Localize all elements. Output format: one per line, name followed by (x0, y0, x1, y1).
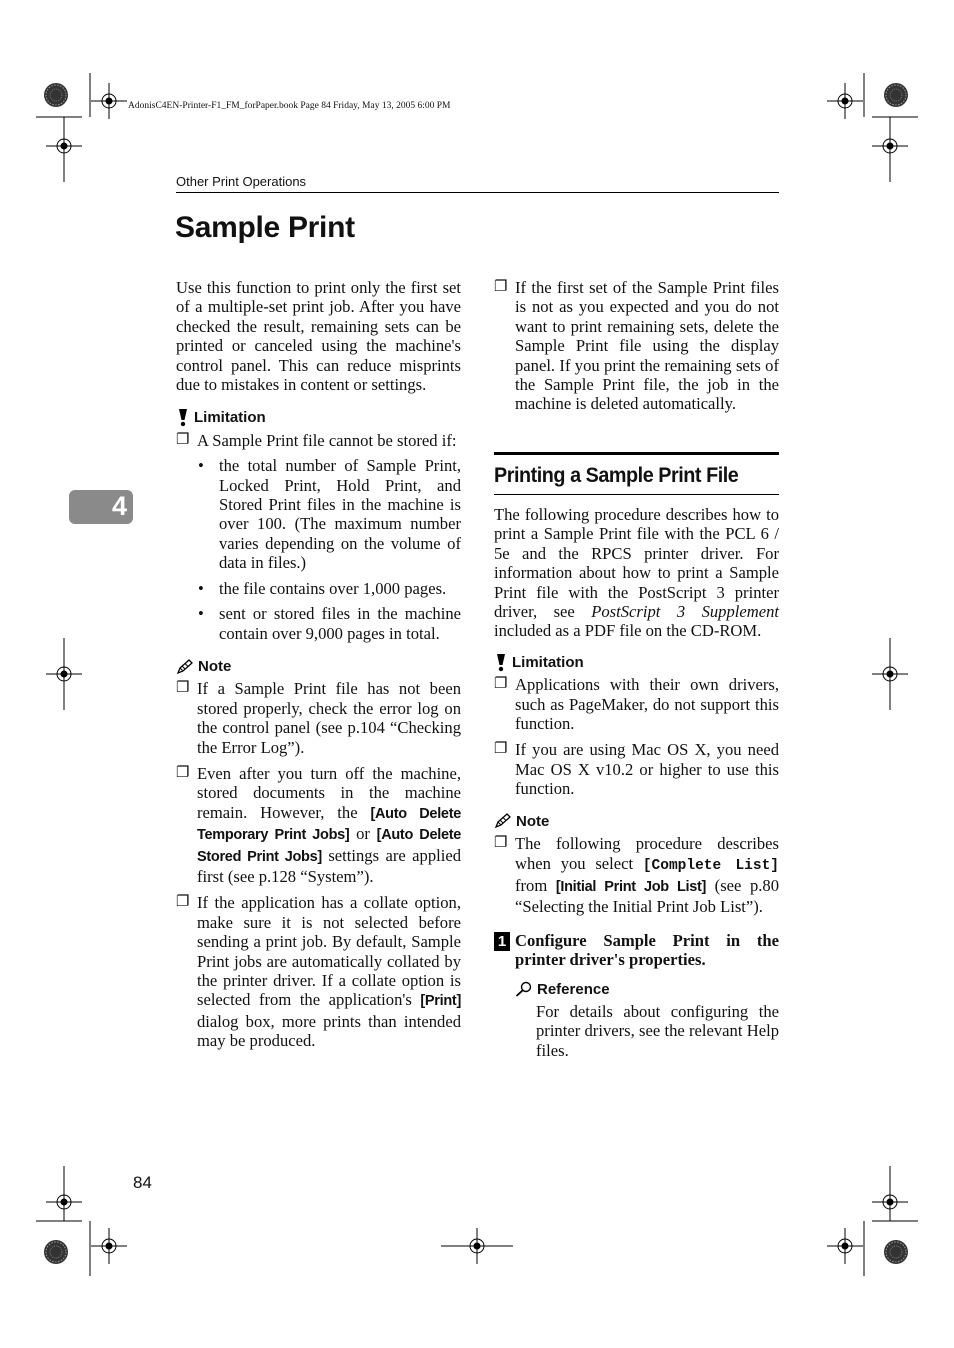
note-item: ❐ If the first set of the Sample Print files is not as you expected and you do not want to print remaining sets, delete the Sample Print file using the display panel. If you print the remaining sets of the Sample Print file, the job in the machine is deleted automatically. (494, 278, 779, 414)
limitation-label: Limitation (512, 653, 584, 671)
list-item: • the total number of Sample Print, Locked Print, Hold Print, and Stored Print files in the machine is over 100. (The maximum number varies depending on the volume of data in files.) (198, 456, 461, 573)
note-item: ❐ If a Sample Print file has not been stored properly, check the error log on the control panel (see p.104 “Checking the Error Log”). (176, 679, 461, 757)
section-title: Printing a Sample Print File (494, 463, 739, 487)
limitation-icon (494, 654, 508, 672)
checkbox-icon: ❐ (494, 741, 508, 758)
list-item: • the file contains over 1,000 pages. (198, 578, 447, 598)
pencil-icon (176, 659, 194, 675)
ui-label-complete-list: [Complete List] (642, 857, 779, 874)
limitation-item: ❐ Applications with their own drivers, such as PageMaker, do not support this function. (494, 675, 779, 734)
page-number: 84 (133, 1173, 152, 1192)
right-column-top (494, 278, 779, 414)
document-reference: PostScript 3 Supplement (591, 602, 779, 622)
limitation-item: ❐ A Sample Print file cannot be stored if: (176, 430, 457, 450)
magnifier-icon (515, 981, 533, 997)
ui-label-initial-print-job-list: [Initial Print Job List] (555, 878, 707, 895)
list-item: • sent or stored files in the machine contain over 9,000 pages in total. (198, 604, 461, 643)
chapter-number: 4 (111, 491, 127, 521)
intro-paragraph: Use this function to print only the first set of a multiple-set print job. After you have checked the result, remaining sets can be printed or canceled using the machine's control panel. This can reduce misprints due to mistakes in content or settings. (176, 278, 461, 395)
checkbox-icon: ❐ (494, 835, 508, 852)
checkbox-icon: ❐ (494, 676, 508, 693)
checkbox-icon: ❐ (176, 894, 190, 911)
reference-label: Reference (537, 980, 610, 998)
running-head: Other Print Operations (176, 174, 307, 189)
note-label: Note (516, 812, 550, 830)
note-label: Note (198, 657, 232, 675)
section-intro: The following procedure describes how to print a Sample Print file with the PCL 6 / 5e and the RPCS printer driver. For information about how to print a Sample Print file with the PostScript 3 printer driver, see PostScript 3 Supplement included as a PDF file on the CD-ROM. (494, 505, 779, 641)
pencil-icon (494, 813, 512, 829)
right-column-body (494, 505, 779, 1060)
bullet-icon: • (198, 456, 204, 476)
limitation-heading (494, 653, 779, 672)
reference-heading (515, 980, 779, 999)
bullet-icon: • (198, 578, 204, 598)
book-header: AdonisC4EN-Printer-F1_FM_forPaper.book Page 84 Friday, May 13, 2005 6:00 PM (128, 101, 451, 111)
left-column (176, 278, 461, 1051)
page-title: Sample Print (175, 211, 355, 244)
note-item: ❐ Even after you turn off the machine, stored documents in the machine remain. However, the [Auto Delete Temporary Print Jobs] or [Auto Delete Stored Print Jobs] settings are applied first (see p.128 “System”). (176, 763, 462, 886)
limitation-heading (176, 408, 461, 427)
chapter-tab (69, 490, 133, 524)
step-number-badge: 1 (494, 932, 510, 951)
limitation-item: ❐ If you are using Mac OS X, you need Mac OS X v10.2 or higher to use this function. (494, 740, 779, 799)
checkbox-icon: ❐ (176, 431, 190, 448)
checkbox-icon: ❐ (176, 764, 190, 781)
ui-label-print: [Print] (420, 993, 461, 1010)
ui-label-auto-delete-stored: [Auto Delete Stored Print Jobs] (197, 827, 462, 865)
bullet-icon: • (198, 604, 204, 624)
ui-label-auto-delete-temporary: [Auto Delete Temporary Print Jobs] (197, 805, 461, 844)
checkbox-icon: ❐ (494, 279, 508, 295)
limitation-label: Limitation (194, 409, 266, 427)
checkbox-icon: ❐ (176, 680, 190, 697)
reference-text: For details about configuring the printer drivers, see the relevant Help files. (536, 1001, 779, 1060)
header-rule (176, 192, 779, 193)
note-item: ❐ If the application has a collate option, make sure it is not selected before sending a print job. By default, Sample Print jobs are automatically collated by the printer driver. If a collate option is selected from the application's [Print] dialog box, more prints than intended may be produced. (176, 893, 461, 1051)
procedure-step (494, 931, 779, 970)
reference-block (494, 980, 779, 1061)
limitation-icon (176, 409, 190, 427)
section-heading (494, 452, 779, 495)
step-text: Configure Sample Print in the printer driver's properties. (515, 930, 779, 970)
note-heading (176, 657, 461, 676)
note-heading (494, 812, 779, 831)
note-item: ❐ The following procedure describes when you select [Complete List] from [Initial Print Job List] (see p.80 “Selecting the Initial Print Job List”). (494, 834, 779, 917)
